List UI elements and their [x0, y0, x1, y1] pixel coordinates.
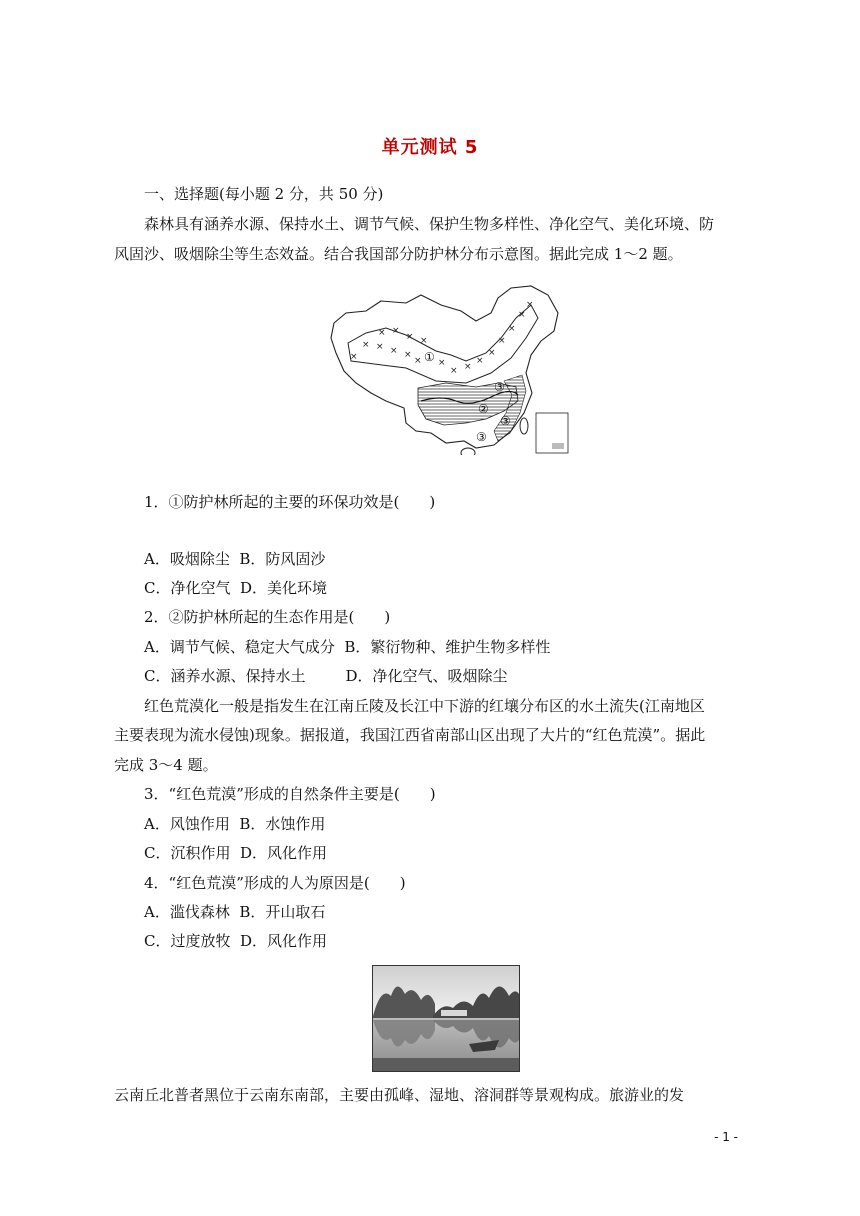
- q2-option-b: B．繁衍物种、维护生物多样性: [344, 638, 551, 656]
- q3-option-c: C．沉积作用: [144, 844, 231, 862]
- svg-text:×: ×: [498, 336, 506, 346]
- intro-paragraph-2-line-3: 完成 3～4 题。: [114, 756, 218, 774]
- q1-option-c: C．净化空气: [144, 579, 231, 597]
- map-label-3-south: ③: [476, 430, 487, 444]
- q4-option-a: A．滥伐森林: [144, 903, 230, 921]
- svg-text:×: ×: [392, 326, 400, 336]
- question-2-options-row-2: [144, 666, 508, 686]
- question-1-options-row-2: [144, 578, 327, 598]
- svg-text:×: ×: [526, 300, 534, 310]
- question-4-stem: 4．“红色荒漠”形成的人为原因是( ): [144, 874, 406, 892]
- question-3-stem: 3．“红色荒漠”形成的自然条件主要是( ): [144, 785, 436, 803]
- intro-paragraph-3-line-1: 云南丘北普者黑位于云南东南部，主要由孤峰、湿地、溶洞群等景观构成。旅游业的发: [114, 1086, 685, 1104]
- question-1-options-row-1: [144, 549, 325, 569]
- q2-option-c: C．涵养水源、保持水土: [144, 667, 306, 685]
- svg-text:×: ×: [450, 366, 458, 376]
- question-2-stem: 2．②防护林所起的生态作用是( ): [144, 608, 391, 626]
- page-title: 单元测试 5: [381, 137, 479, 158]
- q3-option-a: A．风蚀作用: [144, 815, 230, 833]
- svg-text:×: ×: [390, 346, 398, 356]
- svg-text:×: ×: [508, 324, 516, 334]
- q3-option-d: D．风化作用: [240, 844, 328, 862]
- svg-text:×: ×: [420, 336, 428, 346]
- question-2-options-row-1: [144, 637, 550, 657]
- svg-text:×: ×: [518, 310, 526, 320]
- page-number: - 1 -: [714, 1130, 738, 1144]
- q2-option-d: D．净化空气、吸烟除尘: [345, 667, 508, 685]
- svg-text:×: ×: [350, 352, 358, 362]
- question-4-options-row-2: [144, 931, 327, 951]
- shelter-forest-map: [326, 283, 574, 455]
- q3-option-b: B．水蚀作用: [239, 815, 326, 833]
- intro-paragraph-1-line-1: 森林具有涵养水源、保持水土、调节气候、保护生物多样性、净化空气、美化环境、防: [144, 215, 715, 233]
- svg-text:×: ×: [464, 362, 472, 372]
- map-label-3-north: ③: [494, 380, 505, 394]
- svg-text:×: ×: [414, 356, 422, 366]
- q4-option-c: C．过度放牧: [144, 932, 231, 950]
- svg-text:×: ×: [376, 342, 384, 352]
- question-4-options-row-1: [144, 902, 325, 922]
- question-3-options-row-1: [144, 814, 325, 834]
- q1-option-b: B．防风固沙: [239, 550, 326, 568]
- intro-paragraph-2-line-2: 主要表现为流水侵蚀)现象。据报道，我国江西省南部山区出现了大片的“红色荒漠”。据此: [114, 726, 706, 744]
- svg-text:×: ×: [406, 332, 414, 342]
- svg-text:×: ×: [404, 350, 412, 360]
- svg-text:×: ×: [362, 340, 370, 350]
- taiwan-island: [520, 418, 528, 434]
- intro-paragraph-2-line-1: 红色荒漠化一般是指发生在江南丘陵及长江中下游的红壤分布区的水土流失(江南地区: [144, 697, 705, 715]
- q1-option-d: D．美化环境: [240, 579, 328, 597]
- question-3-options-row-2: [144, 843, 327, 863]
- q4-option-b: B．开山取石: [239, 903, 326, 921]
- svg-text:×: ×: [488, 348, 496, 358]
- map-label-1: ①: [424, 350, 435, 364]
- q2-option-a: A．调节气候、稳定大气成分: [144, 638, 335, 656]
- map-label-3-east: ③: [500, 414, 511, 428]
- svg-text:×: ×: [438, 358, 446, 368]
- karst-landscape-photo: [372, 965, 520, 1072]
- question-1-stem: 1．①防护林所起的主要的环保功效是( ): [144, 493, 436, 511]
- svg-text:×: ×: [476, 356, 484, 366]
- svg-text:×: ×: [378, 328, 386, 338]
- map-label-2: ②: [478, 402, 489, 416]
- hainan-island: [461, 448, 475, 455]
- q4-option-d: D．风化作用: [240, 932, 328, 950]
- q1-option-a: A．吸烟除尘: [144, 550, 230, 568]
- intro-paragraph-1-line-2: 风固沙、吸烟除尘等生态效益。结合我国部分防护林分布示意图。据此完成 1～2 题。: [114, 245, 683, 263]
- section-heading: 一、选择题(每小题 2 分，共 50 分): [144, 185, 384, 203]
